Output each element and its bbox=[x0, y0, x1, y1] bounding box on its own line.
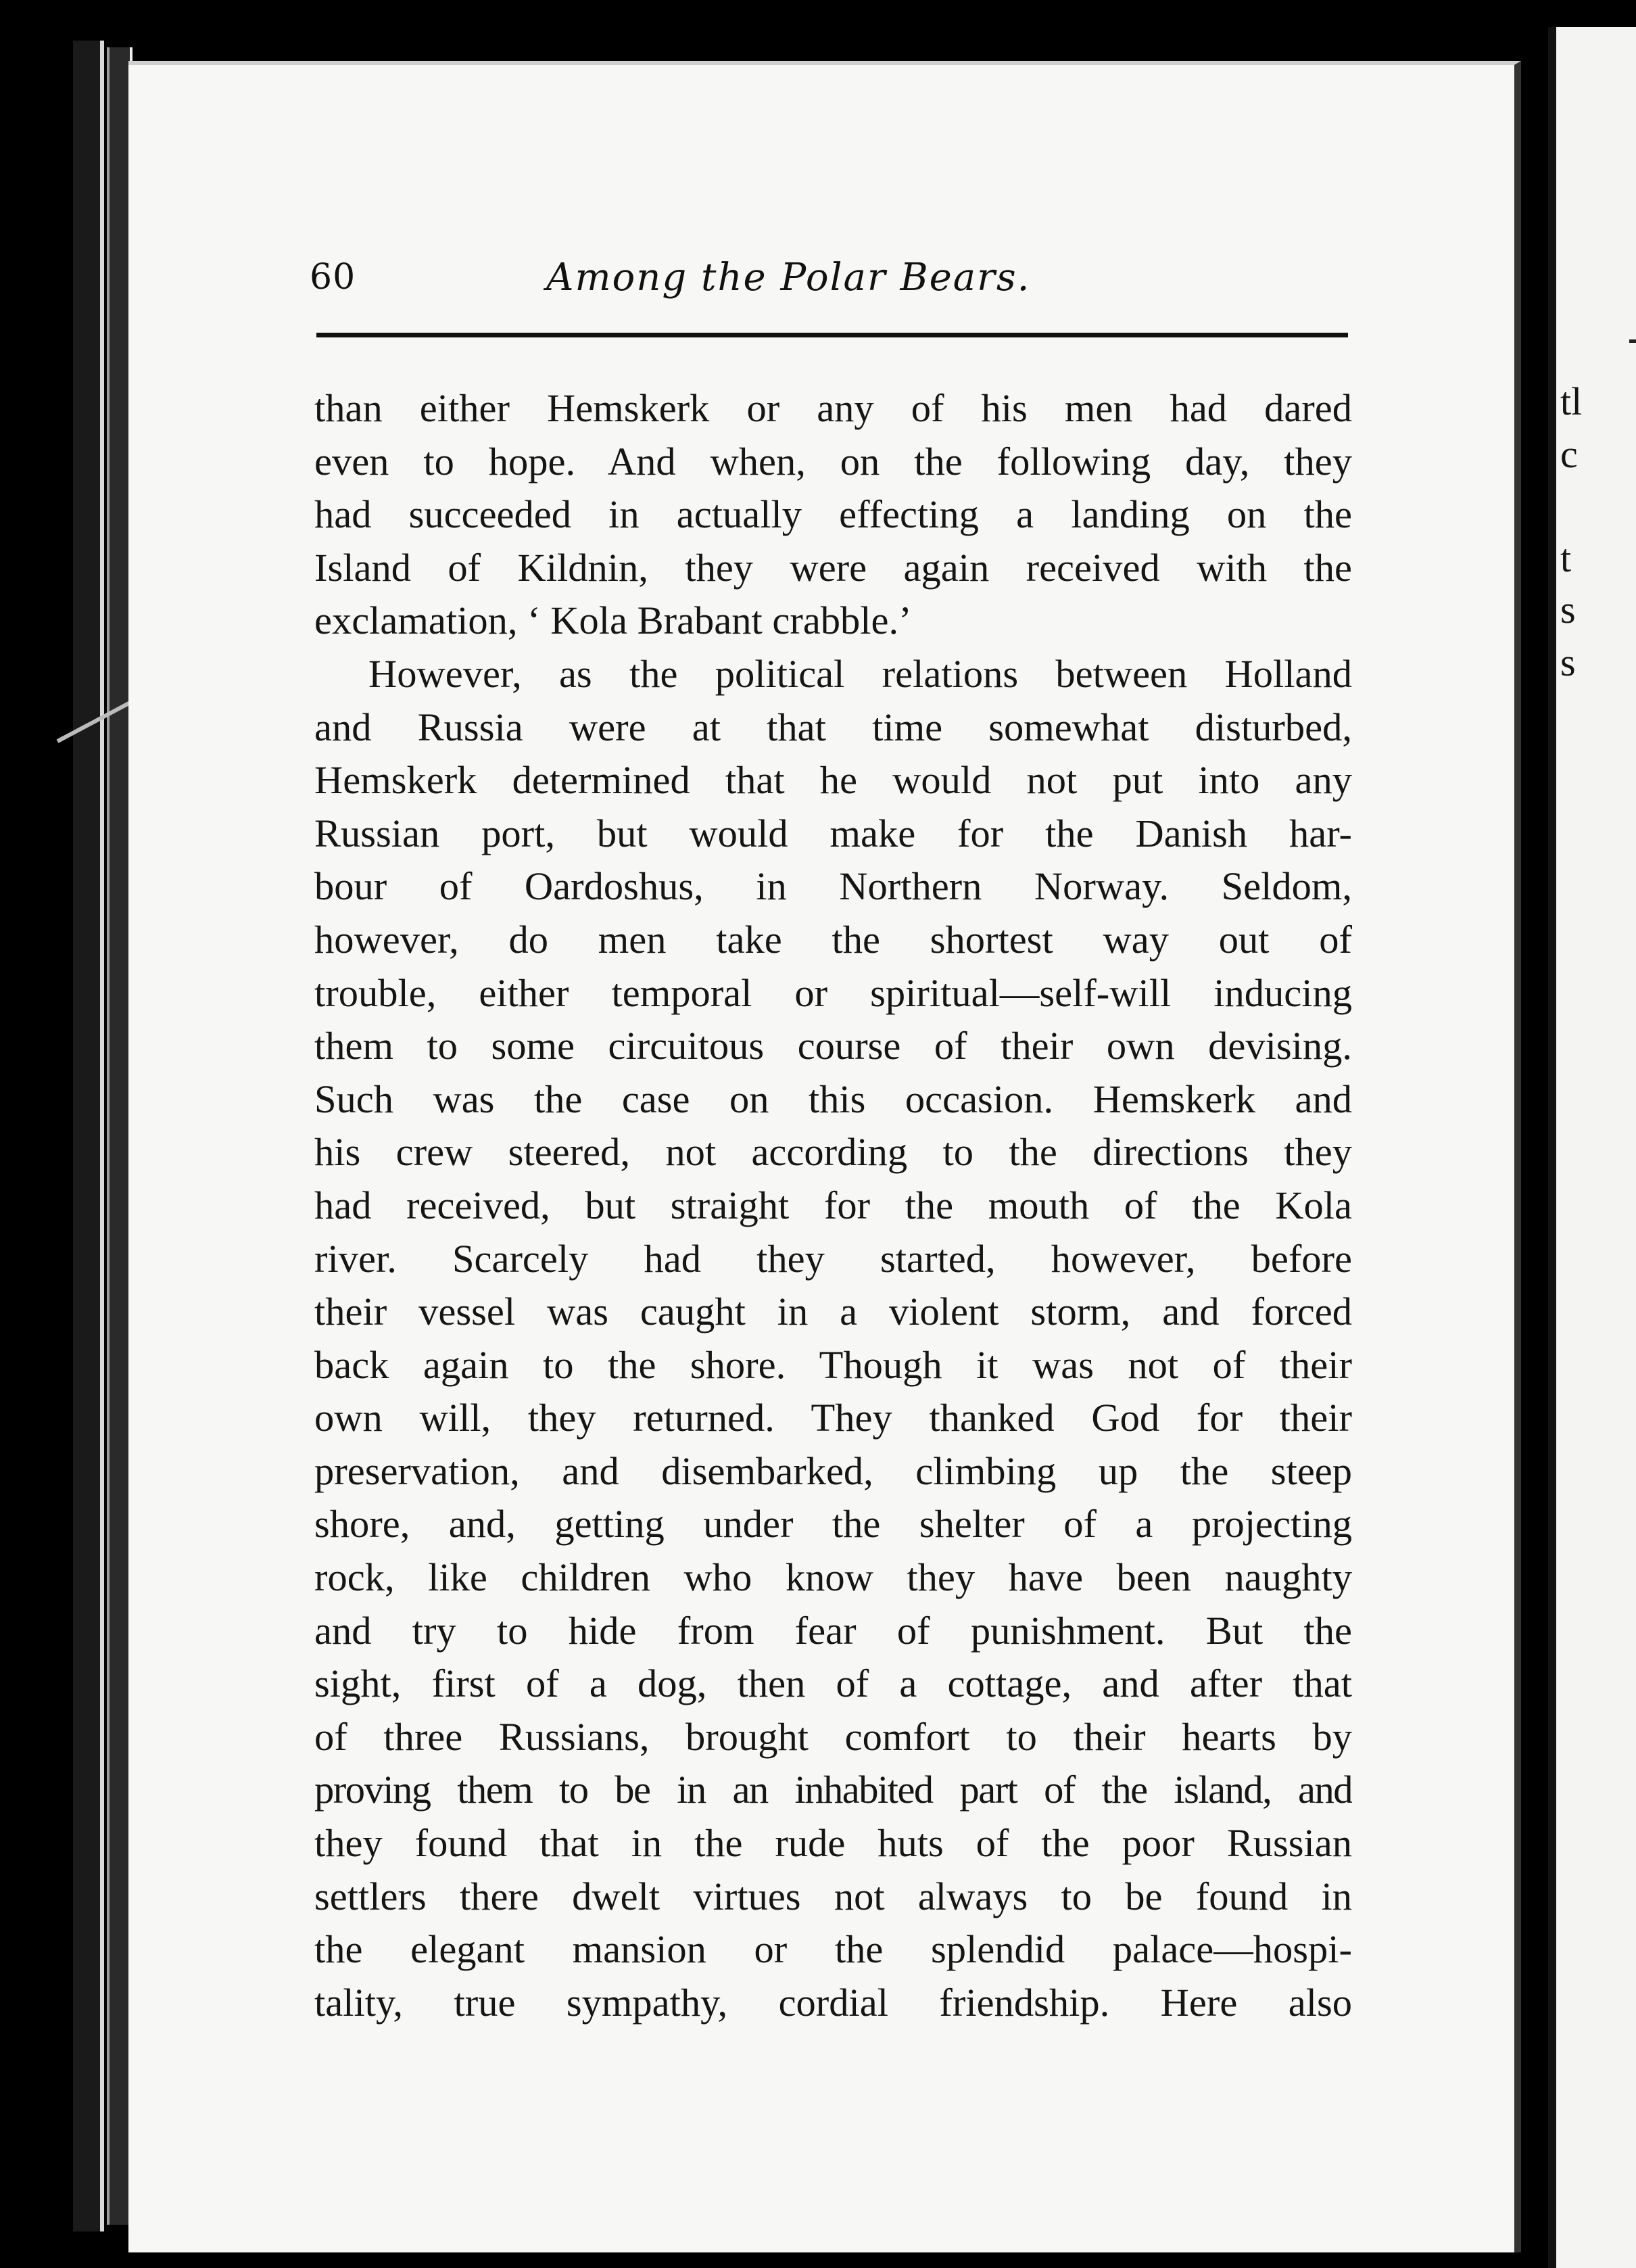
next-page-fragment: s bbox=[1560, 640, 1576, 684]
running-head bbox=[310, 250, 1351, 325]
text-line: even to hope. And when, on the following day, they bbox=[314, 439, 1352, 483]
text-line: river. Scarcely had they started, however, before bbox=[314, 1236, 1352, 1281]
text-line: of three Russians, brought comfort to their hearts by bbox=[314, 1714, 1352, 1759]
text-line: than either Hemskerk or any of his men had dared bbox=[314, 386, 1352, 430]
text-line: exclamation, ‘ Kola Brabant crabble.’ bbox=[314, 598, 912, 643]
text-line: preservation, and disembarked, climbing up the steep bbox=[314, 1448, 1352, 1493]
text-line: had received, but straight for the mouth of the Kola bbox=[314, 1183, 1352, 1227]
text-line: proving them to be in an inhabited part of the island, and bbox=[314, 1768, 1352, 1812]
text-line: his crew steered, not according to the directions they bbox=[314, 1130, 1352, 1175]
book-title: Among the Polar Bears. bbox=[546, 256, 1031, 300]
page-number: 60 bbox=[310, 257, 356, 298]
next-page-fragment: t bbox=[1560, 536, 1572, 580]
body-text bbox=[314, 382, 1352, 2029]
text-line: rock, like children who know they have been naughty bbox=[314, 1555, 1352, 1600]
text-line: However, as the political relations between Holland bbox=[368, 651, 1352, 696]
text-line: settlers there dwelt virtues not always to be found in bbox=[314, 1874, 1352, 1918]
text-line: sight, first of a dog, then of a cottage, and after that bbox=[314, 1661, 1352, 1706]
text-line: and try to hide from fear of punishment. But the bbox=[314, 1608, 1352, 1653]
header-rule bbox=[316, 333, 1348, 337]
text-line: they found that in the rude huts of the poor Russian bbox=[314, 1821, 1352, 1866]
next-page-rule-fragment bbox=[1629, 339, 1636, 343]
text-line: bour of Oardoshus, in Northern Norway. Seldom, bbox=[314, 864, 1352, 909]
text-line: tality, true sympathy, cordial friendship. Here also bbox=[314, 1980, 1352, 2025]
text-line: shore, and, getting under the shelter of a projecting bbox=[314, 1502, 1352, 1546]
book-spine-edge bbox=[73, 41, 104, 2231]
text-line: them to some circuitous course of their own devising. bbox=[314, 1024, 1352, 1068]
text-line: Island of Kildnin, they were again received with the bbox=[314, 545, 1352, 590]
text-line: back again to the shore. Though it was not of their bbox=[314, 1342, 1352, 1387]
text-line: Hemskerk determined that he would not put into any bbox=[314, 758, 1352, 803]
next-page-fragment: tl bbox=[1560, 379, 1583, 423]
text-line: their vessel was caught in a violent storm, and forced bbox=[314, 1290, 1352, 1334]
text-line: and Russia were at that time somewhat disturbed, bbox=[314, 705, 1352, 749]
text-line: however, do men take the shortest way out of bbox=[314, 917, 1352, 962]
next-page-fragment: c bbox=[1560, 432, 1578, 476]
next-page-fragment: s bbox=[1560, 588, 1576, 632]
text-line: the elegant mansion or the splendid palace—hospi- bbox=[314, 1927, 1352, 1972]
text-line: own will, they returned. They thanked God for their bbox=[314, 1396, 1352, 1440]
next-page-sliver bbox=[1548, 27, 1636, 2268]
text-line: Such was the case on this occasion. Hemskerk and bbox=[314, 1077, 1352, 1121]
text-line: trouble, either temporal or spiritual—self-will inducing bbox=[314, 970, 1352, 1015]
text-line: had succeeded in actually effecting a landing on the bbox=[314, 492, 1352, 537]
text-line: Russian port, but would make for the Danish har- bbox=[314, 811, 1352, 855]
